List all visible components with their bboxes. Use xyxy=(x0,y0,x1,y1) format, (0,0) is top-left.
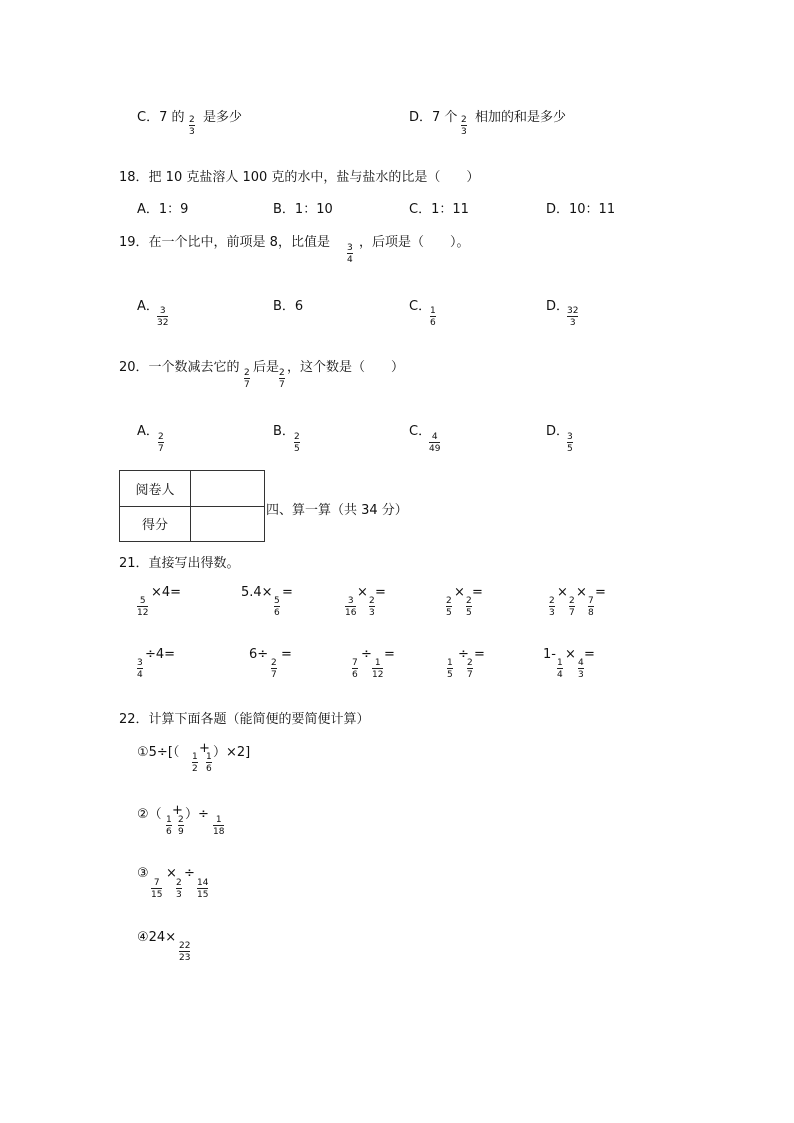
expression-op: = xyxy=(281,647,292,662)
expression-op: ÷ xyxy=(458,647,469,662)
expression-op: × xyxy=(576,585,587,600)
expression-op: = xyxy=(584,647,595,662)
expression-op: ×4= xyxy=(151,585,182,600)
fraction: 1 18 xyxy=(213,815,225,837)
q17-option-c[interactable]: C．7 的 xyxy=(137,110,185,125)
fraction: 1 5 xyxy=(447,658,453,680)
fraction: 1 6 xyxy=(206,752,212,774)
q20-stem: 20．一个数减去它的 xyxy=(119,360,240,375)
q19-option-b[interactable]: B．6 xyxy=(273,299,304,314)
expression-op: × xyxy=(565,647,576,662)
fraction: 22 23 xyxy=(179,941,191,963)
expression-op: × xyxy=(454,585,465,600)
fraction: 4 3 xyxy=(578,658,584,680)
q17-option-d-tail: 相加的和是多少 xyxy=(475,110,567,125)
fraction: 1 2 xyxy=(192,752,198,774)
q20-fraction-1: 2 7 xyxy=(244,368,250,390)
fraction: 5 6 xyxy=(274,596,280,618)
fraction: 1 4 xyxy=(557,658,563,680)
expression-op: = xyxy=(595,585,606,600)
q20-d-fraction: 3 5 xyxy=(567,432,573,454)
q17-option-c-tail: 是多少 xyxy=(203,110,243,125)
q19-stem-tail: ，后项是（ ）。 xyxy=(359,235,470,250)
expression-op: 5.4× xyxy=(241,585,273,600)
q19-stem-fraction: 3 4 xyxy=(347,243,353,265)
expression-op: × xyxy=(557,585,568,600)
q21-stem: 21．直接写出得数。 xyxy=(119,556,240,571)
q19-stem: 19．在一个比中，前项是 8，比值是 xyxy=(119,235,330,250)
grader-label: 阅卷人 xyxy=(120,471,191,507)
expression-op: 1- xyxy=(543,647,556,662)
q17-option-d[interactable]: D．7 个 xyxy=(409,110,458,125)
section-heading: 四、算一算（共 34 分） xyxy=(266,503,408,518)
q17-d-fraction: 2 3 xyxy=(461,115,467,137)
score-table xyxy=(119,470,265,542)
q18-stem: 18．把 10 克盐溶人 100 克的水中，盐与盐水的比是（ ） xyxy=(119,170,480,185)
fraction: 2 7 xyxy=(467,658,473,680)
q18-option-a[interactable]: A．1：9 xyxy=(137,202,189,217)
q20-a-fraction: 2 7 xyxy=(158,432,164,454)
expression-op: ÷ xyxy=(361,647,372,662)
expression-op: ÷4= xyxy=(145,647,176,662)
fraction: 2 5 xyxy=(466,596,472,618)
fraction: 7 8 xyxy=(588,596,594,618)
fraction: 2 9 xyxy=(178,815,184,837)
fraction: 2 3 xyxy=(176,878,182,900)
score-cell[interactable] xyxy=(191,506,265,542)
q20-stem-mid: 后是 xyxy=(253,360,280,375)
expression-op: = xyxy=(375,585,386,600)
q19-c-fraction: 1 6 xyxy=(430,306,436,328)
score-label: 得分 xyxy=(120,506,191,542)
q18-option-d[interactable]: D．10：11 xyxy=(546,202,616,217)
expression-op: = xyxy=(384,647,395,662)
q20-b-fraction: 2 5 xyxy=(294,432,300,454)
fraction: 2 7 xyxy=(271,658,277,680)
q20-fraction-2: 2 7 xyxy=(279,368,285,390)
fraction: 3 16 xyxy=(345,596,357,618)
fraction: 7 6 xyxy=(352,658,358,680)
expression-op: = xyxy=(472,585,483,600)
fraction: 1 6 xyxy=(166,815,172,837)
expression-op: = xyxy=(282,585,293,600)
fraction: 2 5 xyxy=(446,596,452,618)
fraction: 7 15 xyxy=(151,878,163,900)
fraction: 2 3 xyxy=(549,596,555,618)
q22-stem: 22．计算下面各题（能简便的要简便计算） xyxy=(119,712,370,727)
q19-a-fraction: 3 32 xyxy=(157,306,169,328)
q18-option-b[interactable]: B．1：10 xyxy=(273,202,333,217)
fraction: 3 4 xyxy=(137,658,143,680)
fraction: 2 3 xyxy=(369,596,375,618)
fraction: 2 7 xyxy=(569,596,575,618)
fraction: 5 12 xyxy=(137,596,149,618)
grader-cell[interactable] xyxy=(191,471,265,507)
fraction: 14 15 xyxy=(197,878,209,900)
expression-op: = xyxy=(474,647,485,662)
q18-option-c[interactable]: C．1：11 xyxy=(409,202,469,217)
q19-d-fraction: 32 3 xyxy=(567,306,579,328)
q20-c-fraction: 4 49 xyxy=(429,432,441,454)
q20-stem-tail: ，这个数是（ ） xyxy=(287,360,405,375)
fraction: 1 12 xyxy=(372,658,384,680)
expression-op: × xyxy=(357,585,368,600)
q17-c-fraction: 2 3 xyxy=(189,115,195,137)
expression-op: 6÷ xyxy=(249,647,269,662)
